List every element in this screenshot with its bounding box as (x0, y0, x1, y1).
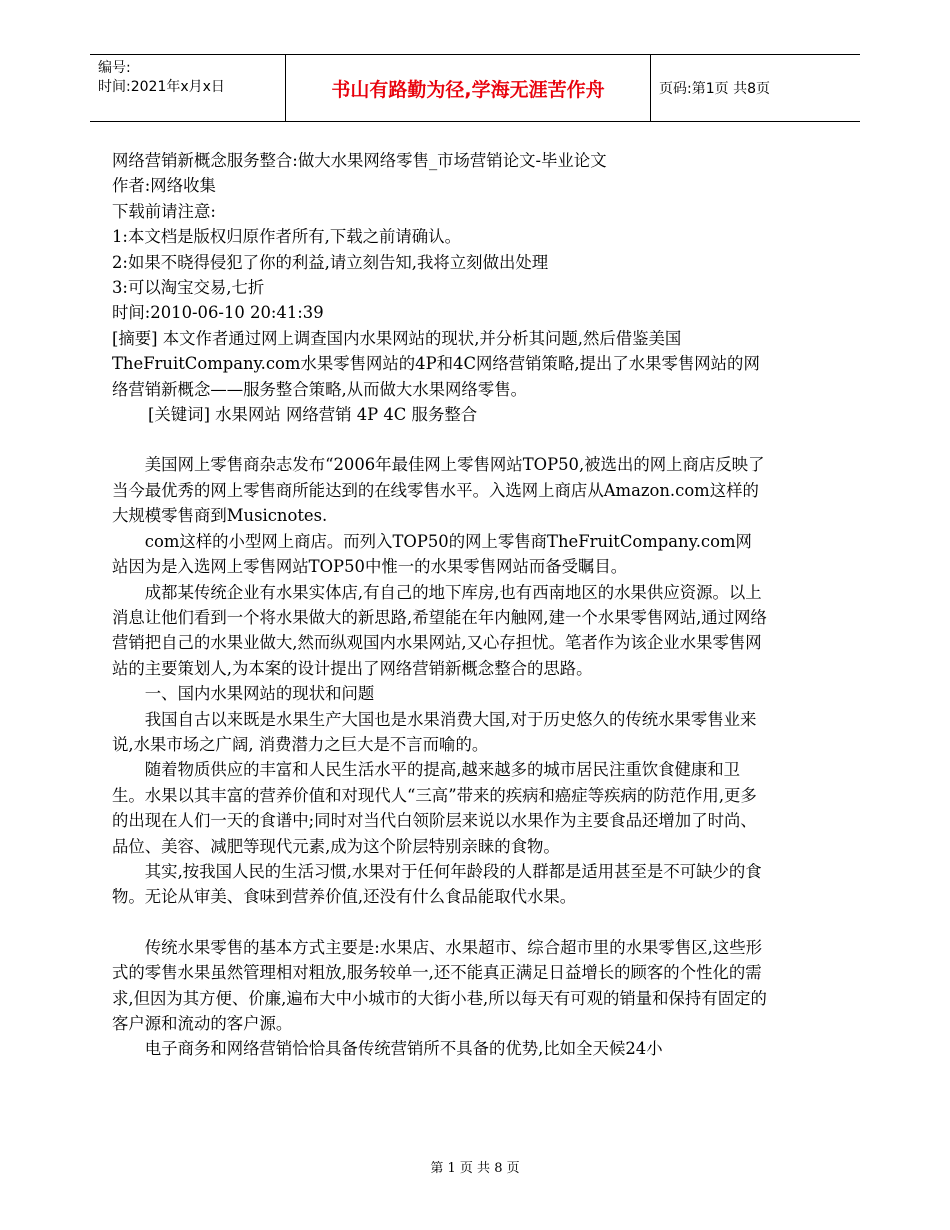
page-footer: 第 1 页 共 8 页 (430, 1161, 520, 1176)
paragraph-7: 传统水果零售的基本方式主要是:水果店、水果超市、综合超市里的水果零售区,这些形式的零售水果虽然管理相对粗放,服务较单一,还不能真正满足日益增长的顾客的个性化的需求,但因为其方便、价廉,遍布大中小城市的大街小巷,所以每天有可观的销量和保持有固定的客户源和流动的客户源。 (112, 937, 767, 1033)
header-table (90, 54, 860, 122)
notice-item-3: 3:可以淘宝交易,七折 (112, 278, 265, 298)
code-label: 编号: (98, 60, 131, 76)
header-page-info: 页码:第1页 共8页 (659, 81, 770, 97)
blank-line (112, 427, 768, 452)
notice-heading: 下载前请注意: (112, 201, 216, 221)
abstract: [摘要] 本文作者通过网上调查国内水果网站的现状,并分析其问题,然后借鉴美国TheFruitCompany.com水果零售网站的4P和4C网络营销策略,提出了水果零售网站的网络营销新概念——服务整合策略,从而做大水果网络零售。 (112, 328, 760, 399)
paragraph-3: 成都某传统企业有水果实体店,有自己的地下库房,也有西南地区的水果供应资源。以上消息让他们看到一个将水果做大的新思路,希望能在年内触网,建一个水果零售网站,通过网络营销把自己的水果业做大,然而纵观国内水果网站,又心存担忧。笔者作为该企业水果零售网站的主要策划人,为本案的设计提出了网络营销新概念整合的思路。 (112, 582, 767, 678)
doc-time: 时间:2010-06-10 20:41:39 (112, 303, 324, 323)
doc-title: 网络营销新概念服务整合:做大水果网络零售_市场营销论文-毕业论文 (112, 151, 607, 170)
paragraph-5: 随着物质供应的丰富和人民生活水平的提高,越来越多的城市居民注重饮食健康和卫生。水果以其丰富的营养价值和对现代人“三高”带来的疾病和癌症等疾病的防范作用,更多的出现在人们一天的食谱中;同时对当代白领阶层来说以水果作为主要食品还增加了时尚、品位、美容、减肥等现代元素,成为这个阶层特别亲睐的食物。 (112, 760, 757, 856)
paragraph-4: 我国自古以来既是水果生产大国也是水果消费大国,对于历史悠久的传统水果零售业来说,水果市场之广阔, 消费潜力之巨大是不言而喻的。 (112, 709, 757, 754)
paragraph-6: 其实,按我国人民的生活习惯,水果对于任何年龄段的人群都是适用甚至是不可缺少的食物。无论从审美、食味到营养价值,还没有什么食品能取代水果。 (112, 861, 762, 907)
blank-line (112, 910, 768, 935)
paragraph-8: 电子商务和网络营销恰恰具备传统营销所不具备的优势,比如全天候24小 (144, 1039, 663, 1059)
header-meta (90, 55, 286, 121)
paragraph-2: com这样的小型网上商店。而列入TOP50的网上零售商TheFruitCompany.com网站因为是入选网上零售网站TOP50中惟一的水果零售网站而备受瞩目。 (112, 531, 752, 577)
document-body (112, 148, 768, 1062)
doc-author: 作者:网络收集 (112, 176, 216, 196)
header-motto: 书山有路勤为径,学海无涯苦作舟 (286, 55, 651, 121)
section-heading-1: 一、国内水果网站的现状和问题 (144, 684, 375, 704)
notice-item-1: 1:本文档是版权归原作者所有,下载之前请确认。 (112, 227, 461, 247)
time-label: 时间:2021年x月x日 (98, 79, 225, 95)
keywords: [关键词] 水果网站 网络营销 4P 4C 服务整合 (148, 405, 478, 425)
notice-item-2: 2:如果不晓得侵犯了你的利益,请立刻告知,我将立刻做出处理 (112, 252, 549, 272)
paragraph-1: 美国网上零售商杂志发布“2006年最佳网上零售网站TOP50,被选出的网上商店反映了当今最优秀的网上零售商所能达到的在线零售水平。入选网上商店从Amazon.com这样的大规模零售商到Musicnotes. (112, 455, 765, 526)
